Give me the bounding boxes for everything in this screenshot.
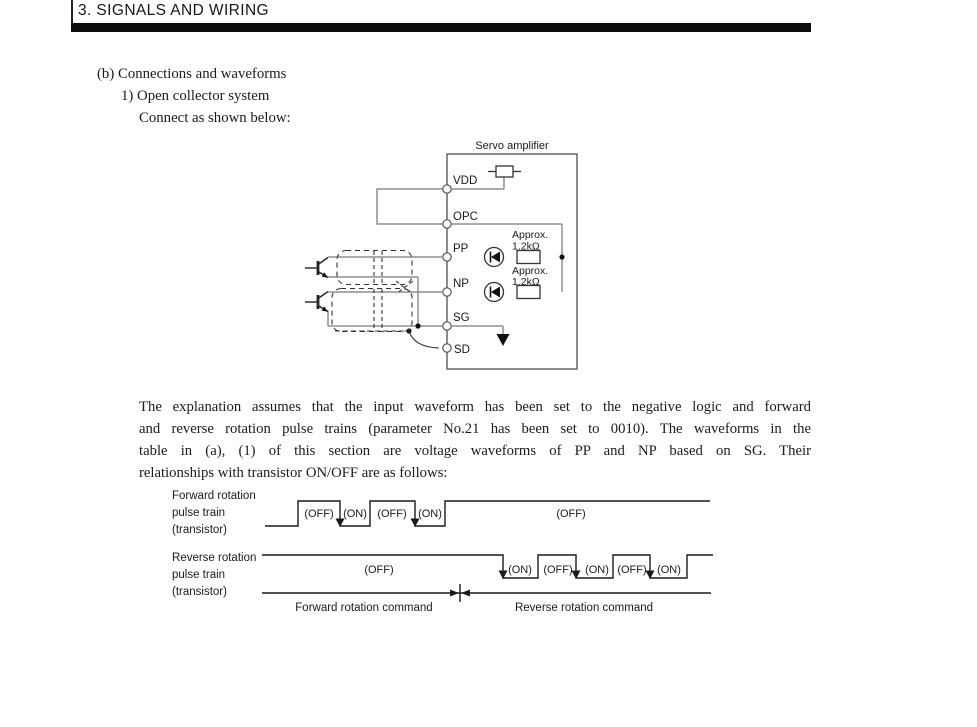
servo-amplifier-title: Servo amplifier bbox=[475, 140, 549, 152]
forward-transistor-icon bbox=[305, 258, 328, 278]
reverse-state: (ON) bbox=[657, 564, 681, 576]
open-collector-circuit-diagram bbox=[295, 130, 595, 380]
vdd-terminal bbox=[443, 185, 451, 193]
sd-terminal bbox=[443, 344, 451, 352]
reverse-command-label: Reverse rotation command bbox=[514, 602, 654, 614]
paragraph-line: and reverse rotation pulse trains (parameter No.21 has been set to 0010). The waveforms in the bbox=[139, 421, 811, 437]
forward-state: (OFF) bbox=[377, 508, 407, 520]
pp-resistor-note-1: Approx. bbox=[512, 229, 549, 241]
reverse-state: (OFF) bbox=[543, 564, 573, 576]
opc-terminal bbox=[443, 220, 451, 228]
reverse-state: (ON) bbox=[585, 564, 609, 576]
outline-item-1: 1) Open collector system bbox=[121, 88, 270, 104]
paragraph-line: table in (a), (1) of this section are voltage waveforms of PP and NP based on SG. Their bbox=[139, 443, 811, 459]
reverse-row-label-1: Reverse rotation bbox=[172, 552, 257, 564]
forward-row-label-1: Forward rotation bbox=[172, 490, 256, 502]
shield-to-sd-arc bbox=[409, 331, 439, 348]
np-optocoupler-diode-icon bbox=[485, 283, 504, 302]
reverse-state: (OFF) bbox=[364, 564, 394, 576]
arrow-left-icon bbox=[461, 590, 470, 597]
np-label: NP bbox=[453, 278, 469, 290]
reverse-transistor-icon bbox=[305, 292, 328, 312]
junction-dot bbox=[415, 323, 420, 328]
sd-label: SD bbox=[454, 344, 470, 356]
pp-terminal bbox=[443, 253, 451, 261]
forward-state: (ON) bbox=[343, 508, 367, 520]
sg-label: SG bbox=[453, 312, 470, 324]
pp-resistor-note-2: 1.2kΩ bbox=[512, 240, 540, 253]
paragraph-line: relationships with transistor ON/OFF are as follows: bbox=[139, 465, 448, 481]
sg-terminal bbox=[443, 322, 451, 330]
forward-row-label-2: pulse train bbox=[172, 507, 226, 519]
header-divider-bar bbox=[71, 23, 811, 32]
forward-command-label: Forward rotation command bbox=[295, 602, 433, 614]
explanation-paragraph bbox=[139, 396, 811, 484]
forward-state: (OFF) bbox=[556, 508, 586, 520]
reverse-row-label-3: (transistor) bbox=[172, 586, 227, 598]
reverse-row-label-2: pulse train bbox=[172, 569, 226, 581]
fuse-icon bbox=[488, 166, 521, 177]
vdd-label: VDD bbox=[453, 175, 478, 187]
np-resistor-note-1: Approx. bbox=[512, 265, 549, 277]
junction-dot bbox=[559, 254, 564, 259]
np-resistor-note-2: 1.2kΩ bbox=[512, 276, 540, 288]
twisted-pair-cable bbox=[332, 251, 413, 332]
outline-item-b: (b) Connections and waveforms bbox=[97, 66, 287, 82]
command-boundary-marker bbox=[450, 584, 470, 602]
outline-intro: Connect as shown below: bbox=[139, 110, 291, 126]
ground-arrow-icon bbox=[497, 334, 510, 346]
forward-state: (ON) bbox=[418, 508, 442, 520]
reverse-state: (OFF) bbox=[617, 564, 647, 576]
pp-optocoupler-diode-icon bbox=[485, 248, 504, 267]
pp-label: PP bbox=[453, 243, 469, 255]
arrow-right-icon bbox=[450, 590, 459, 597]
paragraph-line: The explanation assumes that the input waveform has been set to the negative logic and forward bbox=[139, 399, 811, 415]
opc-label: OPC bbox=[453, 211, 478, 223]
forward-row-label-3: (transistor) bbox=[172, 524, 227, 536]
pulse-train-timing-diagram bbox=[160, 480, 840, 620]
np-terminal bbox=[443, 288, 451, 296]
reverse-state: (ON) bbox=[508, 564, 532, 576]
header-left-rule bbox=[71, 0, 73, 25]
forward-state: (OFF) bbox=[304, 508, 334, 520]
chapter-title: 3. SIGNALS AND WIRING bbox=[78, 2, 269, 19]
